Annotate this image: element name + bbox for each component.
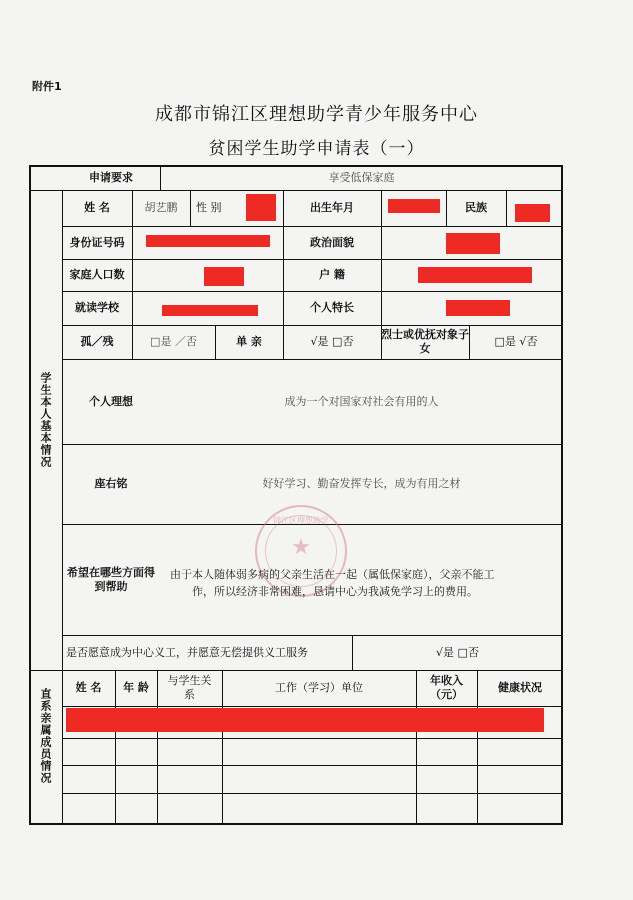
martyr-family-label: 烈士或优抚对象子女	[381, 328, 469, 355]
redacted-gender	[246, 194, 276, 221]
single-parent-label: 单 亲	[236, 335, 262, 348]
help-needed-label: 希望在哪些方面得到帮助	[67, 565, 155, 593]
hukou-label: 户 籍	[319, 268, 345, 281]
redacted-hukou	[418, 267, 532, 283]
motto-value: 好好学习、勤奋发挥专长，成为有用之材	[262, 477, 461, 490]
column-divider	[506, 190, 507, 226]
family-header-name: 姓 名	[75, 681, 102, 694]
seal-text: 锦江区理想助学	[273, 516, 329, 525]
redacted-family-row	[66, 708, 544, 732]
organization-title: 成都市锦江区理想助学青少年服务中心	[155, 104, 478, 125]
help-needed-line1: 由于本人随体弱多病的父亲生活在一起（属低保家庭），父亲不能工	[170, 568, 495, 581]
gender-label: 性 别	[196, 201, 222, 214]
birth-label: 出生年月	[310, 201, 354, 214]
orphan-disabled-checkbox: □是 ／否	[150, 335, 197, 348]
specialty-label: 个人特长	[310, 301, 354, 314]
motto-label: 座右铭	[94, 477, 128, 490]
family-header-relation: 与学生关系	[167, 674, 212, 701]
family-header-income: 年收入（元）	[430, 674, 463, 701]
family-header-health: 健康状况	[498, 681, 542, 694]
name-label: 姓 名	[84, 201, 110, 214]
redacted-household-size	[204, 267, 244, 286]
seal-star-icon: ★	[291, 535, 311, 560]
requirement-value: 享受低保家庭	[328, 171, 395, 184]
political-status-label: 政治面貌	[310, 235, 354, 249]
ethnicity-label: 民族	[465, 201, 487, 214]
school-label: 就读学校	[75, 301, 119, 314]
single-parent-checkbox: √是 □否	[310, 335, 354, 348]
redacted-id-number	[146, 235, 270, 247]
name-value: 胡艺鹏	[144, 201, 178, 214]
family-header-age: 年 龄	[123, 681, 149, 694]
section-family-label: 直系亲属成员情况	[39, 688, 52, 784]
help-needed-line2: 作，所以经济非常困难，恳请中心为我减免学习上的费用。	[192, 585, 478, 598]
martyr-family-checkbox: □是 √否	[494, 335, 538, 348]
household-size-label: 家庭人口数	[69, 268, 125, 281]
redacted-specialty	[446, 300, 510, 316]
table-row	[62, 793, 563, 824]
id-number-label: 身份证号码	[69, 235, 125, 249]
orphan-disabled-label: 孤／残	[80, 335, 114, 348]
personal-ideal-label: 个人理想	[89, 394, 133, 408]
redacted-political-status	[446, 233, 500, 254]
volunteer-question: 是否愿意成为中心义工，并愿意无偿提供义工服务	[66, 645, 308, 659]
redacted-birth	[388, 199, 440, 213]
volunteer-checkbox: √是 □否	[436, 645, 479, 659]
personal-ideal-value: 成为一个对国家对社会有用的人	[284, 394, 439, 408]
attachment-label: 附件1	[32, 80, 62, 93]
section-student-label: 学生本人基本情况	[39, 372, 52, 468]
form-title: 贫困学生助学申请表（一）	[208, 139, 425, 159]
table-row	[62, 765, 563, 793]
redacted-ethnicity	[515, 204, 550, 222]
redacted-school	[162, 305, 258, 316]
table-row	[62, 738, 563, 765]
requirement-label: 申请要求	[89, 171, 133, 184]
family-header-workplace: 工作（学习）单位	[275, 681, 363, 694]
row-divider	[62, 706, 563, 707]
